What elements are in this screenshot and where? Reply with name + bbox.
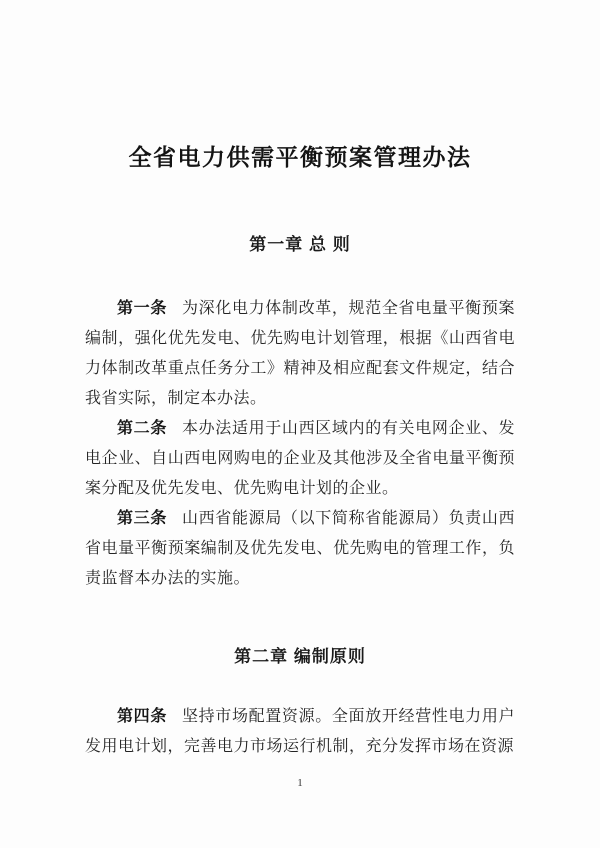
article-2-text: 本办法适用于山西区域内的有关电网企业、发电企业、自山西电网购电的企业及其他涉及全省电量平衡预案分配及优先发电、优先购电计划的企业。 bbox=[85, 420, 515, 497]
chapter-2-heading: 第二章 编制原则 bbox=[234, 647, 366, 666]
article-1-text: 为深化电力体制改革，规范全省电量平衡预案编制，强化优先发电、优先购电计划管理，根据《山西省电力体制改革重点任务分工》精神及相应配套文件规定，结合我省实际，制定本办法。 bbox=[85, 300, 515, 407]
chapter-2-body bbox=[85, 702, 515, 762]
article-3-label: 第三条 bbox=[117, 510, 167, 527]
article-3 bbox=[85, 504, 515, 594]
article-4-text: 坚持市场配置资源。全面放开经营性电力用户发用电计划，完善电力市场运行机制，充分发挥市场在资源 bbox=[85, 708, 515, 755]
document-title: 全省电力供需平衡预案管理办法 bbox=[128, 144, 472, 170]
chapter-1-body bbox=[85, 294, 515, 594]
article-4-label: 第四条 bbox=[117, 708, 167, 725]
article-1 bbox=[85, 294, 515, 414]
article-1-label: 第一条 bbox=[117, 300, 167, 317]
article-2 bbox=[85, 414, 515, 504]
article-4 bbox=[85, 702, 515, 762]
article-2-label: 第二条 bbox=[117, 420, 167, 437]
page-number: 1 bbox=[297, 777, 303, 789]
article-3-text: 山西省能源局（以下简称省能源局）负责山西省电量平衡预案编制及优先发电、优先购电的管理工作，负责监督本办法的实施。 bbox=[85, 510, 515, 587]
chapter-1-heading: 第一章 总 则 bbox=[249, 235, 351, 254]
